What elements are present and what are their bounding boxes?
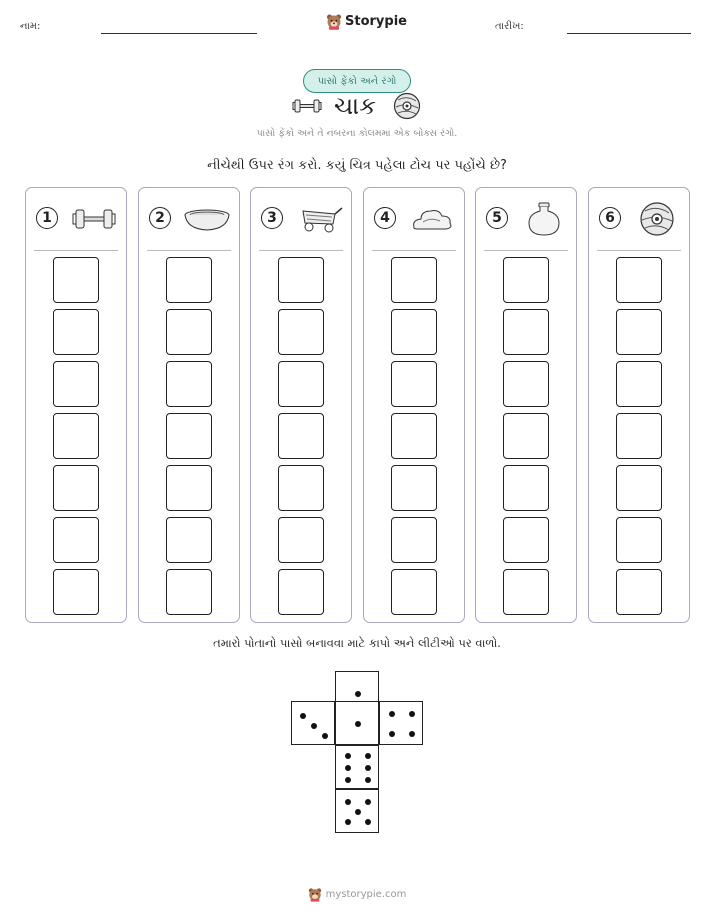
color-box[interactable]	[616, 465, 662, 511]
color-box[interactable]	[166, 465, 212, 511]
column-header	[139, 188, 239, 250]
color-box[interactable]	[53, 257, 99, 303]
color-box[interactable]	[53, 361, 99, 407]
die-pip	[409, 711, 415, 717]
color-box[interactable]	[278, 517, 324, 563]
die-face-6	[335, 745, 379, 789]
die-pip	[365, 799, 371, 805]
color-box[interactable]	[391, 257, 437, 303]
color-box[interactable]	[503, 517, 549, 563]
color-box[interactable]	[391, 413, 437, 459]
column-divider	[147, 250, 231, 251]
dough-icon	[406, 202, 458, 236]
bowl-icon	[181, 202, 233, 236]
footer-site: mystorypie.com	[325, 889, 407, 900]
die-pip	[389, 731, 395, 737]
color-box[interactable]	[503, 309, 549, 355]
activity-pill: પાસો ફેંકો અને રંગો	[303, 69, 411, 93]
question: નીચેથી ઉપર રંગ કરો. કયું ચિત્ર પહેલા ટોચ પર પહોંચે છે?	[207, 158, 507, 173]
column-1	[25, 187, 127, 623]
column-number: 1	[36, 207, 58, 229]
column-header	[251, 188, 351, 250]
color-box[interactable]	[391, 569, 437, 615]
name-label: નામ:	[20, 21, 41, 32]
die-pip	[409, 731, 415, 737]
die-face-5	[335, 789, 379, 833]
color-box[interactable]	[278, 309, 324, 355]
die-pip	[365, 777, 371, 783]
column-header	[26, 188, 126, 250]
color-box[interactable]	[503, 413, 549, 459]
column-divider	[259, 250, 343, 251]
color-box[interactable]	[391, 465, 437, 511]
die-pip	[365, 765, 371, 771]
column-number: 3	[261, 207, 283, 229]
color-box[interactable]	[391, 309, 437, 355]
color-box[interactable]	[616, 517, 662, 563]
wheel-icon	[631, 202, 683, 236]
column-divider	[34, 250, 118, 251]
footer	[0, 887, 714, 902]
column-number: 5	[486, 207, 508, 229]
color-box[interactable]	[166, 517, 212, 563]
color-box[interactable]	[391, 517, 437, 563]
column-header	[589, 188, 689, 250]
bear-logo-icon	[308, 887, 322, 902]
color-box[interactable]	[278, 465, 324, 511]
color-box[interactable]	[503, 361, 549, 407]
dumbbell-icon	[68, 202, 120, 236]
color-box[interactable]	[278, 413, 324, 459]
color-box[interactable]	[166, 361, 212, 407]
die-pip	[365, 753, 371, 759]
column-4	[363, 187, 465, 623]
die-pip	[311, 723, 317, 729]
die-pip	[345, 765, 351, 771]
color-box[interactable]	[53, 569, 99, 615]
color-box[interactable]	[278, 569, 324, 615]
color-box[interactable]	[616, 361, 662, 407]
color-box[interactable]	[616, 413, 662, 459]
die-pip	[355, 809, 361, 815]
color-box[interactable]	[53, 413, 99, 459]
column-2	[138, 187, 240, 623]
die-pip	[345, 819, 351, 825]
die-face-1	[335, 701, 379, 745]
wagon-icon	[293, 202, 345, 236]
color-box[interactable]	[53, 309, 99, 355]
color-box[interactable]	[166, 257, 212, 303]
color-box[interactable]	[278, 257, 324, 303]
color-box[interactable]	[166, 309, 212, 355]
die-pip	[300, 713, 306, 719]
color-box[interactable]	[503, 569, 549, 615]
die-pip	[355, 721, 361, 727]
color-box[interactable]	[616, 309, 662, 355]
dumbbell-icon	[292, 98, 322, 114]
die-pip	[389, 711, 395, 717]
color-box[interactable]	[53, 465, 99, 511]
die-pip	[345, 799, 351, 805]
column-divider	[484, 250, 568, 251]
column-number: 6	[599, 207, 621, 229]
bear-logo-icon	[326, 13, 342, 30]
date-label: તારીખ:	[495, 21, 524, 32]
column-header	[364, 188, 464, 250]
color-box[interactable]	[616, 569, 662, 615]
column-5	[475, 187, 577, 623]
die-pip	[355, 691, 361, 697]
pot-icon	[518, 202, 570, 236]
column-divider	[597, 250, 681, 251]
cut-instruction: તમારો પોતાનો પાસો બનાવવા માટે કાપો અને લીટીઓ પર વાળો.	[213, 636, 501, 650]
color-box[interactable]	[391, 361, 437, 407]
subtitle: પાસો ફેંકો અને તે નંબરના કોલમમાં એક બોક્સ રંગો.	[256, 128, 458, 139]
column-divider	[372, 250, 456, 251]
wheel-icon	[393, 92, 421, 120]
page-title: ચાક	[334, 92, 377, 120]
date-line[interactable]	[567, 33, 691, 34]
color-box[interactable]	[616, 257, 662, 303]
column-number: 4	[374, 207, 396, 229]
column-3	[250, 187, 352, 623]
column-6	[588, 187, 690, 623]
die-pip	[345, 753, 351, 759]
column-number: 2	[149, 207, 171, 229]
column-header	[476, 188, 576, 250]
color-box[interactable]	[278, 361, 324, 407]
die-pip	[345, 777, 351, 783]
storypie-logo	[326, 13, 407, 30]
color-box[interactable]	[503, 465, 549, 511]
color-box[interactable]	[166, 413, 212, 459]
color-box[interactable]	[503, 257, 549, 303]
logo-text: Storypie	[345, 14, 407, 29]
color-box[interactable]	[166, 569, 212, 615]
die-face-3	[291, 701, 335, 745]
color-box[interactable]	[53, 517, 99, 563]
die-pip	[322, 733, 328, 739]
name-line[interactable]	[101, 33, 257, 34]
die-face-4	[379, 701, 423, 745]
die-pip	[365, 819, 371, 825]
